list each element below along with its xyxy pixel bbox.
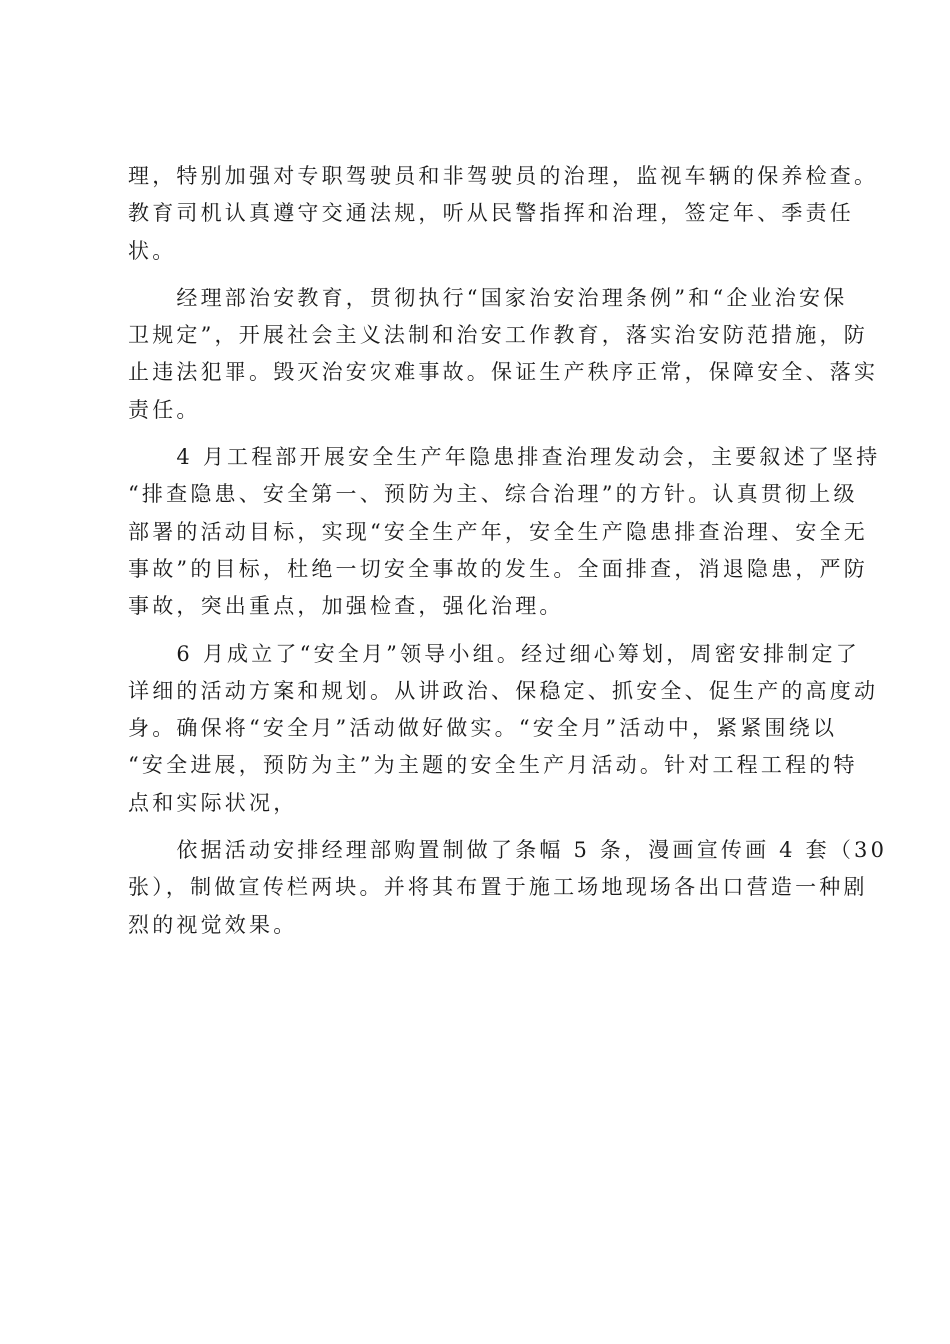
text-line: 身。确保将“安全月”活动做好做实。“安全月”活动中，紧紧围绕以 [128,716,838,741]
paragraph-vehicle-management [128,158,879,270]
text-line: 教育司机认真遵守交通法规，听从民警指挥和治理，签定年、季责任 [128,201,854,226]
text-line: 事故”的目标，杜绝一切安全事故的发生。全面排查，消退隐患，严防 [128,556,868,581]
text-line: 张），制做宣传栏两块。并将其布置于施工场地现场各出口营造一种剧 [128,875,868,900]
paragraph-safety-month [128,636,879,822]
text-line: 4 月工程部开展安全生产年隐患排查治理发动会，主要叙述了坚持 [128,445,881,470]
text-line: 经理部治安教育，贯彻执行“国家治安治理条例”和“企业治安保 [128,285,848,310]
paragraph-gap [128,270,828,280]
text-line: “排查隐患、安全第一、预防为主、综合治理”的方针。认真贯彻上级 [128,482,858,507]
paragraph-gap [128,822,828,832]
text-line: 止违法犯罪。毁灭治安灾难事故。保证生产秩序正常，保障安全、落实 [128,360,879,385]
paragraph-gap [128,429,828,439]
text-line: 详细的活动方案和规划。从讲政治、保稳定、抓安全、促生产的高度动 [128,678,879,703]
text-line: 烈的视觉效果。 [128,912,298,937]
text-line: 卫规定”，开展社会主义法制和治安工作教育，落实治安防范措施，防 [128,323,868,348]
paragraph-april-meeting [128,439,881,625]
text-line: 事故，突出重点，加强检查，强化治理。 [128,594,564,619]
text-line: 理，特别加强对专职驾驶员和非驾驶员的治理，监视车辆的保养检查。 [128,164,879,188]
text-line: “安全进展，预防为主”为主题的安全生产月活动。针对工程工程的特 [128,753,858,778]
text-line: 6 月成立了“安全月”领导小组。经过细心筹划，周密安排制定了 [128,641,860,666]
paragraph-gap [128,626,828,636]
text-line: 点和实际状况， [128,790,298,815]
text-line: 依据活动安排经理部购置制做了条幅 5 条，漫画宣传画 4 套（30 [128,838,888,863]
paragraph-security-education [128,280,879,429]
document-body [128,158,888,944]
text-line: 部署的活动目标，实现“安全生产年，安全生产隐患排查治理、安全无 [128,519,868,544]
text-line: 责任。 [128,397,201,422]
text-line: 状。 [128,238,177,263]
paragraph-banners [128,832,888,944]
